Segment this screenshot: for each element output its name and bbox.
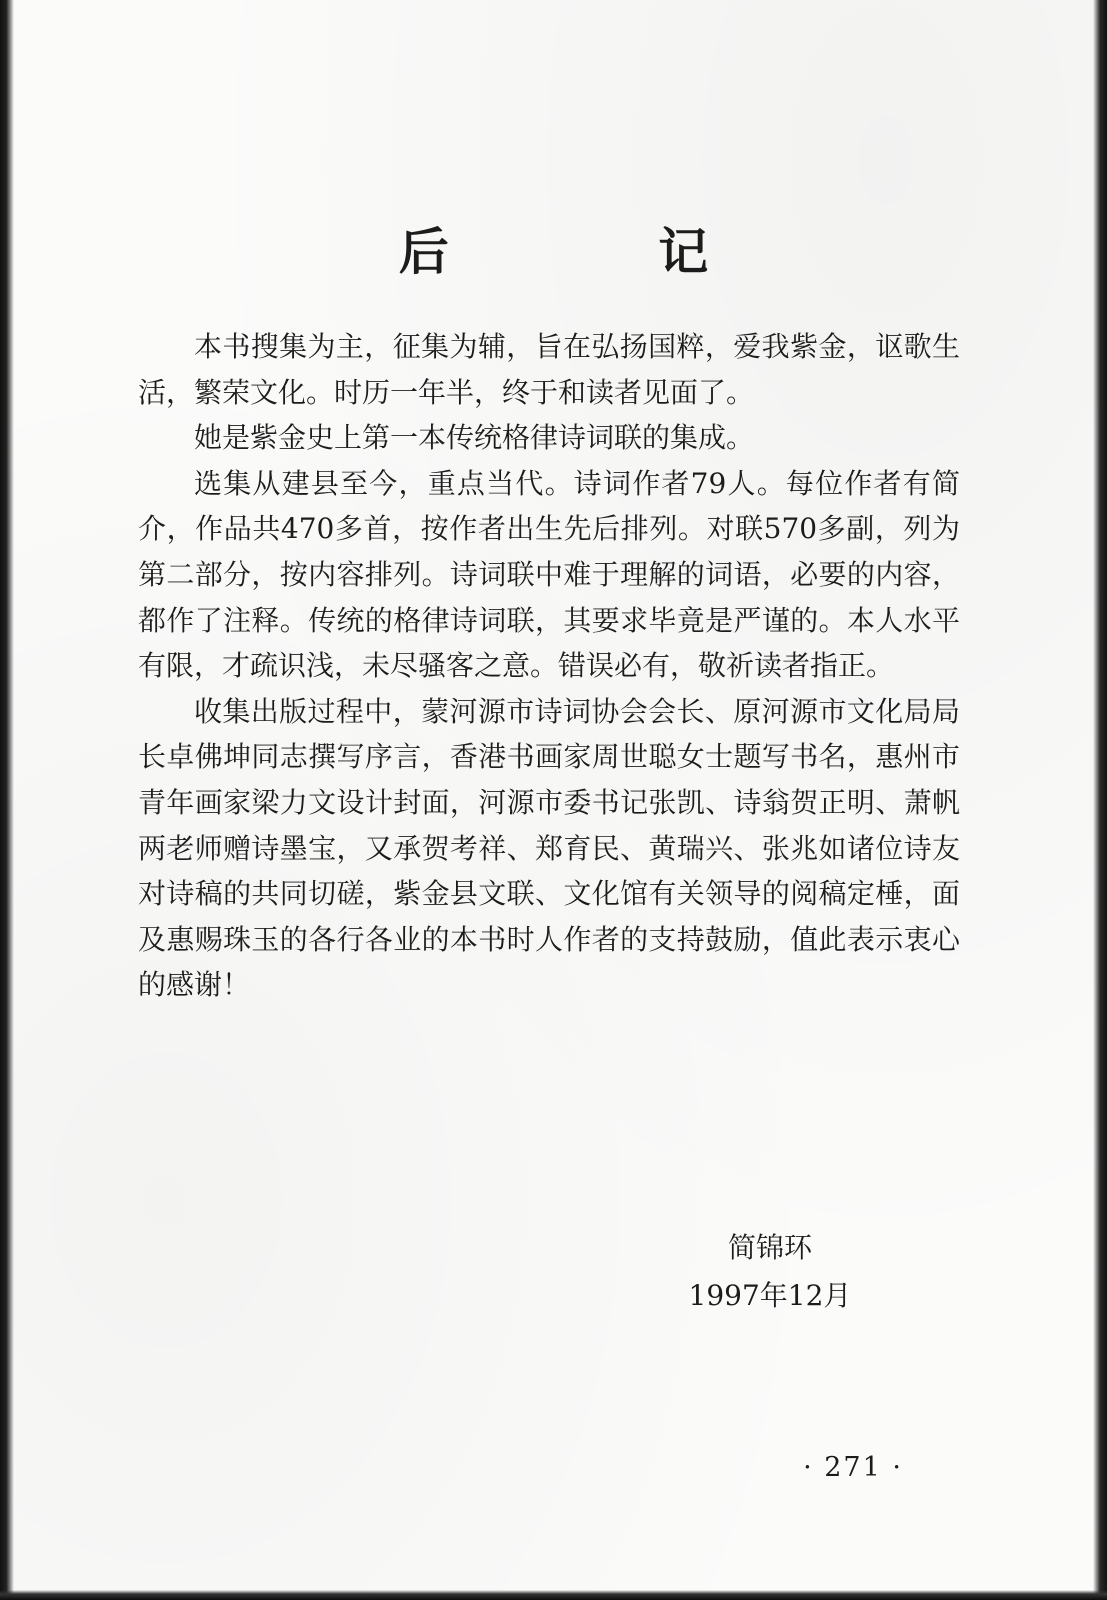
scan-edge-bottom — [0, 1590, 1107, 1600]
paragraph: 她是紫金史上第一本传统格律诗词联的集成。 — [194, 421, 755, 455]
paragraph: 收集出版过程中，蒙河源市诗词协会会长、原河源市文化局局长卓佛坤同志撰写序言，香港书画家周世聪女士题写书名，惠州市青年画家梁力文设计封面，河源市委书记张凯、诗翁贺正明、萧帆两老师赠诗墨宝，又承贺考祥、郑育民、黄瑞兴、张兆如诸位诗友对诗稿的共同切磋，紫金县文联、文化馆有关领导的阅稿定棰，面及惠赐珠玉的各行各业的本书时人作者的支持鼓励，值此表示衷心的感谢！ — [138, 694, 960, 1002]
author-name: 简锦环 — [727, 1231, 812, 1264]
afterword-body — [138, 324, 960, 1008]
paragraph: 本书搜集为主，征集为辅，旨在弘扬国粹，爱我紫金，讴歌生活，繁荣文化。时历一年半，终于和读者见面了。 — [138, 330, 960, 409]
signature-block — [650, 1224, 890, 1320]
paragraph: 选集从建县至今，重点当代。诗词作者79人。每位作者有简介，作品共470多首，按作者出生先后排列。对联570多副，列为第二部分，按内容排列。诗词联中难于理解的词语，必要的内容，都作了注释。传统的格律诗词联，其要求毕竟是严谨的。本人水平有限，才疏识浅，未尽骚客之意。错误必有，敬祈读者指正。 — [138, 466, 960, 683]
page-title: 后 记 — [398, 223, 805, 281]
signature-date: 1997年12月 — [688, 1279, 852, 1312]
page-number: · 271 · — [803, 1452, 903, 1483]
